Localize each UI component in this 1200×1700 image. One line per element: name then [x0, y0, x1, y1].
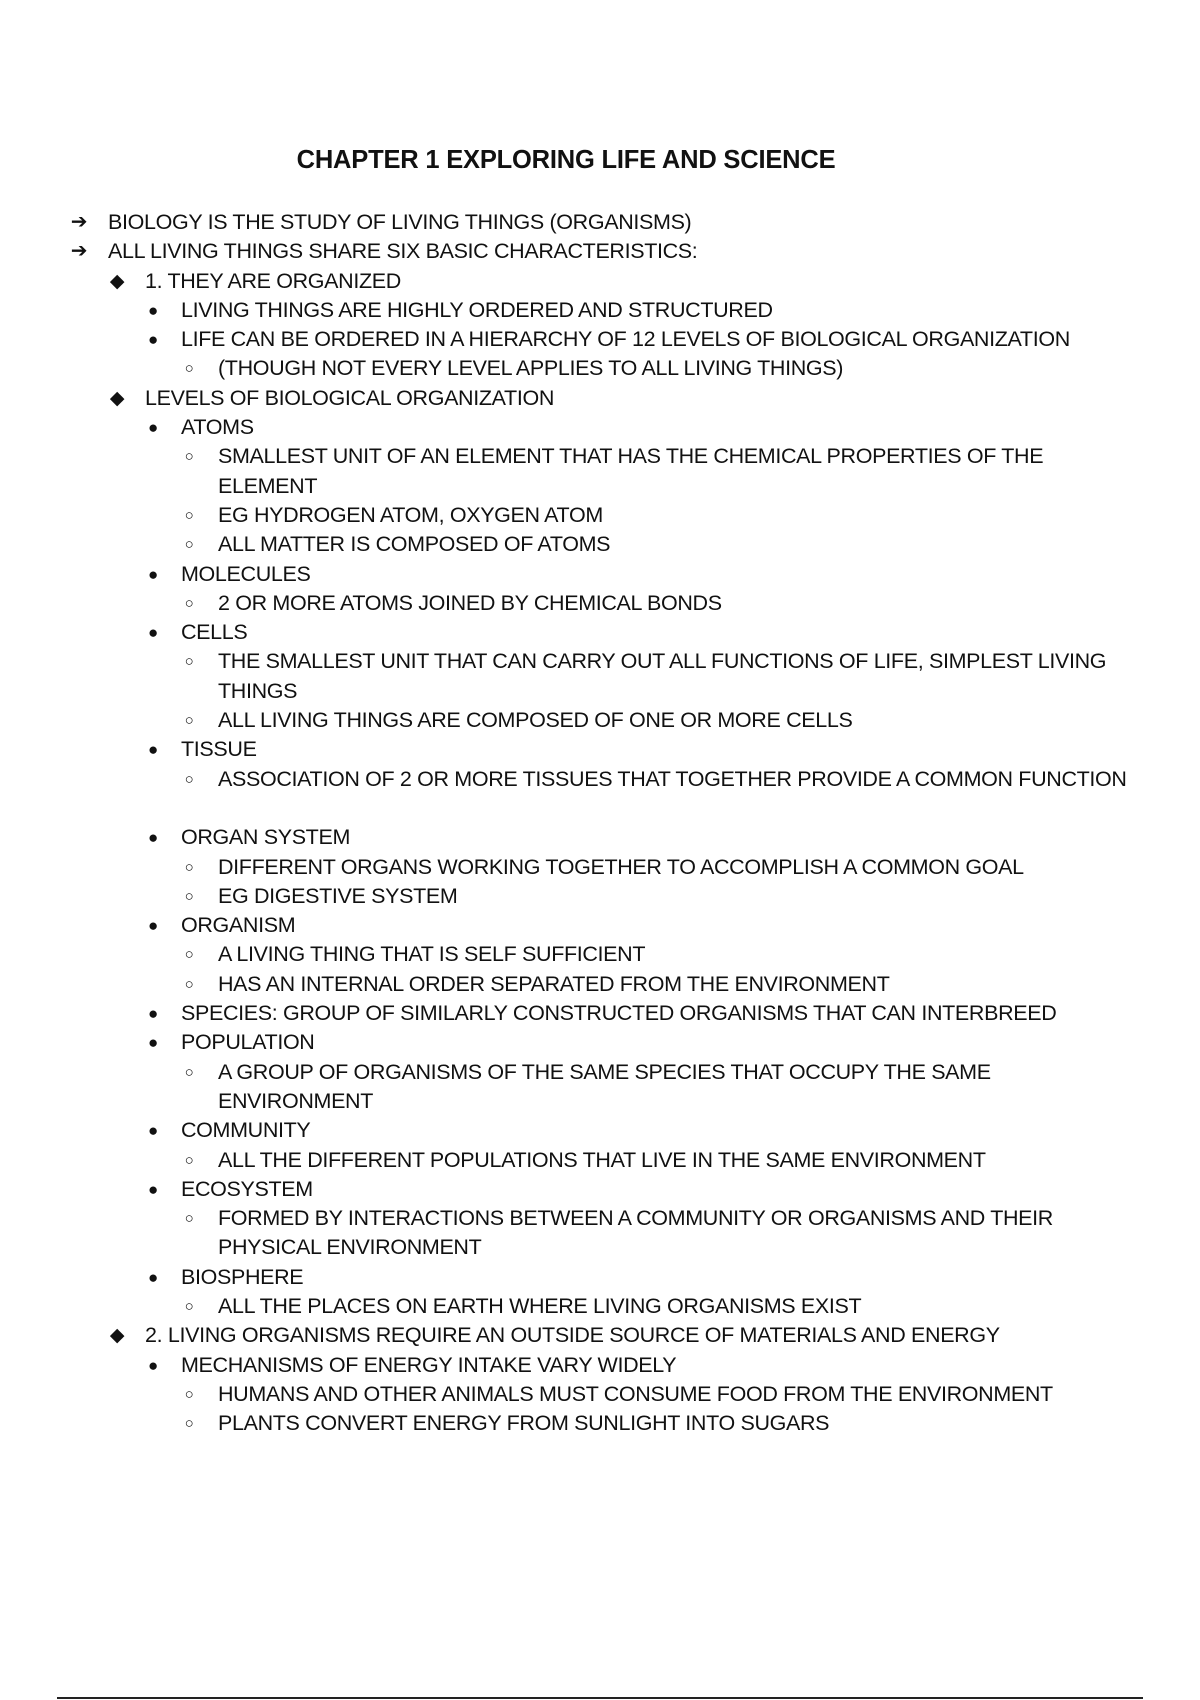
outline-item [0, 1116, 1200, 1145]
circle-bullet-icon: ○ [184, 653, 194, 671]
bullet-icon: ● [148, 564, 158, 584]
bullet-icon: ● [148, 740, 158, 760]
outline-item-text: 2. LIVING ORGANISMS REQUIRE AN OUTSIDE SOURCE OF MATERIALS AND ENERGY [145, 1323, 1000, 1348]
outline-item [0, 413, 1200, 442]
outline-item-text: ALL THE DIFFERENT POPULATIONS THAT LIVE IN THE SAME ENVIRONMENT [218, 1147, 986, 1172]
outline-item-text: ALL THE PLACES ON EARTH WHERE LIVING ORGANISMS EXIST [218, 1293, 862, 1318]
bullet-icon: ● [148, 418, 158, 438]
arrow-right-icon: ➔ [70, 240, 88, 263]
outline-item [0, 1380, 1200, 1409]
bullet-icon: ● [148, 916, 158, 936]
outline-item [0, 618, 1200, 647]
outline-item [0, 970, 1200, 999]
circle-bullet-icon: ○ [184, 712, 194, 730]
outline-list [0, 208, 1200, 1438]
outline-item [0, 560, 1200, 589]
bullet-icon: ● [148, 1267, 158, 1287]
outline-item [0, 501, 1200, 530]
circle-bullet-icon: ○ [184, 946, 194, 964]
diamond-bullet-icon: ◆ [109, 387, 125, 409]
circle-bullet-icon: ○ [184, 506, 194, 524]
outline-item [0, 354, 1200, 383]
bullet-icon: ● [148, 1355, 158, 1375]
diamond-bullet-icon: ◆ [109, 1325, 125, 1347]
outline-item [0, 853, 1200, 882]
outline-item-text: ALL MATTER IS COMPOSED OF ATOMS [218, 532, 611, 557]
outline-item-text: 1. THEY ARE ORGANIZED [145, 268, 401, 293]
outline-item [0, 1263, 1200, 1292]
outline-item [0, 1028, 1200, 1057]
circle-bullet-icon: ○ [184, 1151, 194, 1169]
outline-item [0, 589, 1200, 618]
outline-item [0, 237, 1200, 266]
outline-item-text: CELLS [181, 620, 248, 645]
outline-item [0, 823, 1200, 852]
circle-bullet-icon: ○ [184, 536, 194, 554]
outline-item-text: FORMED BY INTERACTIONS BETWEEN A COMMUNITY OR ORGANISMS AND THEIR PHYSICAL ENVIRONMENT [218, 1206, 1053, 1260]
circle-bullet-icon: ○ [184, 1385, 194, 1403]
outline-item-text: 2 OR MORE ATOMS JOINED BY CHEMICAL BONDS [218, 590, 722, 615]
bullet-icon: ● [148, 330, 158, 350]
outline-item-text: LIFE CAN BE ORDERED IN A HIERARCHY OF 12 LEVELS OF BIOLOGICAL ORGANIZATION [181, 327, 1070, 352]
outline-item-text: EG DIGESTIVE SYSTEM [218, 883, 458, 908]
outline-item [0, 1058, 1200, 1117]
circle-bullet-icon: ○ [184, 448, 194, 466]
outline-item [0, 442, 1200, 501]
circle-bullet-icon: ○ [184, 1415, 194, 1433]
outline-item [0, 1175, 1200, 1204]
outline-item-text: HAS AN INTERNAL ORDER SEPARATED FROM THE ENVIRONMENT [218, 971, 890, 996]
outline-item [0, 1321, 1200, 1350]
outline-item-text: ALL LIVING THINGS ARE COMPOSED OF ONE OR MORE CELLS [218, 708, 853, 733]
outline-item-text: MECHANISMS OF ENERGY INTAKE VARY WIDELY [181, 1352, 677, 1377]
arrow-right-icon: ➔ [70, 211, 88, 233]
outline-item [0, 735, 1200, 764]
outline-item [0, 1351, 1200, 1380]
outline-item [0, 267, 1200, 296]
outline-item-text: ORGAN SYSTEM [181, 825, 351, 850]
outline-item-text: LEVELS OF BIOLOGICAL ORGANIZATION [145, 385, 554, 410]
bullet-icon: ● [148, 623, 158, 643]
outline-item-text: A GROUP OF ORGANISMS OF THE SAME SPECIES THAT OCCUPY THE SAME ENVIRONMENT [218, 1059, 991, 1113]
bullet-icon: ● [148, 1121, 158, 1141]
outline-item-text: ATOMS [181, 415, 254, 440]
bullet-icon: ● [148, 300, 158, 320]
bullet-icon: ● [148, 1179, 158, 1199]
circle-bullet-icon: ○ [184, 360, 194, 378]
outline-item [0, 940, 1200, 969]
circle-bullet-icon: ○ [184, 975, 194, 993]
outline-item-text: MOLECULES [181, 561, 311, 586]
outline-item [0, 765, 1200, 824]
circle-bullet-icon: ○ [184, 858, 194, 876]
outline-item-text: ECOSYSTEM [181, 1176, 313, 1201]
outline-item [0, 530, 1200, 559]
outline-item [0, 1204, 1200, 1263]
page-title: CHAPTER 1 EXPLORING LIFE AND SCIENCE [296, 146, 836, 174]
outline-item-text: LIVING THINGS ARE HIGHLY ORDERED AND STRUCTURED [181, 297, 773, 322]
outline-item [0, 296, 1200, 325]
outline-item [0, 1146, 1200, 1175]
outline-item-text: BIOSPHERE [181, 1264, 304, 1289]
circle-bullet-icon: ○ [184, 594, 194, 612]
outline-item-text: SPECIES: GROUP OF SIMILARLY CONSTRUCTED ORGANISMS THAT CAN INTERBREED [181, 1001, 1057, 1026]
outline-item-text: ALL LIVING THINGS SHARE SIX BASIC CHARACTERISTICS: [108, 239, 698, 264]
bullet-icon: ● [148, 1033, 158, 1053]
outline-item-text: A LIVING THING THAT IS SELF SUFFICIENT [218, 942, 646, 967]
outline-item-text: PLANTS CONVERT ENERGY FROM SUNLIGHT INTO SUGARS [218, 1411, 830, 1436]
outline-item [0, 208, 1200, 237]
outline-item-text: SMALLEST UNIT OF AN ELEMENT THAT HAS THE CHEMICAL PROPERTIES OF THE ELEMENT [218, 444, 1044, 498]
outline-item-text: BIOLOGY IS THE STUDY OF LIVING THINGS (ORGANISMS) [108, 210, 692, 234]
outline-item [0, 911, 1200, 940]
outline-item-text: DIFFERENT ORGANS WORKING TOGETHER TO ACCOMPLISH A COMMON GOAL [218, 854, 1024, 879]
bullet-icon: ● [148, 828, 158, 848]
circle-bullet-icon: ○ [184, 887, 194, 905]
outline-item-text: ASSOCIATION OF 2 OR MORE TISSUES THAT TOGETHER PROVIDE A COMMON FUNCTION [218, 766, 1127, 791]
outline-item-text: COMMUNITY [181, 1118, 311, 1143]
outline-item-text: EG HYDROGEN ATOM, OXYGEN ATOM [218, 502, 603, 527]
circle-bullet-icon: ○ [184, 1210, 194, 1228]
outline-item [0, 1409, 1200, 1438]
page-bottom-divider [57, 1697, 1143, 1699]
outline-item [0, 647, 1200, 706]
outline-item-text: ORGANISM [181, 913, 296, 938]
circle-bullet-icon: ○ [184, 1063, 194, 1081]
outline-item-text: THE SMALLEST UNIT THAT CAN CARRY OUT ALL FUNCTIONS OF LIFE, SIMPLEST LIVING THINGS [218, 649, 1107, 703]
circle-bullet-icon: ○ [184, 1297, 194, 1315]
diamond-bullet-icon: ◆ [109, 270, 125, 292]
outline-item-text: TISSUE [181, 737, 257, 762]
outline-item-text: HUMANS AND OTHER ANIMALS MUST CONSUME FOOD FROM THE ENVIRONMENT [218, 1381, 1053, 1406]
outline-item [0, 325, 1200, 354]
bullet-icon: ● [148, 1004, 158, 1024]
outline-item [0, 384, 1200, 413]
outline-item [0, 1292, 1200, 1321]
outline-item [0, 882, 1200, 911]
outline-item [0, 999, 1200, 1028]
outline-item [0, 706, 1200, 735]
outline-item-text: POPULATION [181, 1030, 315, 1055]
outline-item-text: (THOUGH NOT EVERY LEVEL APPLIES TO ALL LIVING THINGS) [218, 356, 844, 381]
circle-bullet-icon: ○ [184, 770, 194, 788]
